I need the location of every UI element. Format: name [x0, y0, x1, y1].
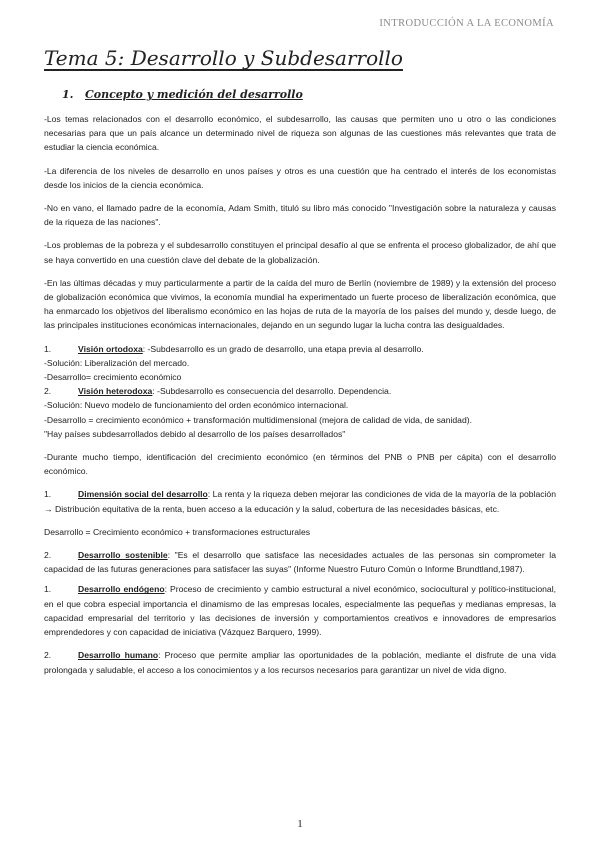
- dimension-social-text: : La renta y la riqueza deben mejorar las condiciones de vida de la mayoría de la población → Distribución equitativa de la renta, buen acceso a la educación y la salud, cobertura de las necesidades básicas, etc.: [44, 489, 556, 514]
- document-body: [44, 112, 556, 677]
- list-number: 2.: [44, 650, 52, 661]
- endogeno-text: : Proceso de crecimiento y cambio estructural a nivel económico, sociocultural y político-institucional, en el que cobra especial importancia el dinamismo de las empresas locales, especialmente las pequeñas y medianas empresas, la capacidad empresarial del territorio y las decisiones de inversión y comportamientos creativos e innovadores de empresarios emprendedores y con capacidad de iniciativa (Vázquez Barquero, 1999).: [44, 584, 557, 638]
- endogeno-item: [44, 582, 556, 639]
- running-header: INTRODUCCIÓN A LA ECONOMÍA: [379, 18, 554, 29]
- list-number: 1.: [44, 584, 52, 595]
- list-number: 2.: [44, 386, 52, 397]
- vision-ortodoxa-item: [44, 342, 556, 356]
- page-number: 1: [297, 818, 303, 830]
- list-line: -Desarrollo= crecimiento económico: [44, 372, 182, 383]
- list-line: -Desarrollo = crecimiento económico + transformación multidimensional (mejora de calidad de vida, de sanidad).: [44, 414, 472, 425]
- humano-text: : Proceso que permite ampliar las oportunidades de la población, mediante el disfrute de una vida prolongada y saludable, el acceso a los conocimientos y a los recursos necesarios para garantizar un nivel de vida digno.: [44, 650, 556, 675]
- term-desarrollo-endogeno: Desarrollo endógeno: [78, 584, 165, 595]
- vision-heterodoxa-item: [44, 384, 556, 398]
- sostenible-item: [44, 548, 556, 576]
- list-line: -Solución: Nuevo modelo de funcionamiento del orden económico internacional.: [44, 400, 349, 411]
- paragraph-pnb: -Durante mucho tiempo, identificación del crecimiento económico (en términos del PNB o PNB per cápita) con el desarrollo económico.: [44, 452, 556, 477]
- term-desarrollo-humano: Desarrollo humano: [78, 650, 159, 661]
- paragraph-adam-smith: -No en vano, el llamado padre de la economía, Adam Smith, tituló su libro más conocido "Investigación sobre la naturaleza y causas de la riqueza de las naciones".: [44, 203, 556, 228]
- quote-line: "Hay países subdesarrollados debido al desarrollo de los países desarrollados": [44, 428, 346, 439]
- section-number: 1.: [62, 88, 74, 101]
- paragraph-diferencia: -La diferencia de los niveles de desarrollo en unos países y otros es una cuestión que ha centrado el interés de los economistas desde los inicios de la ciencia económica.: [44, 165, 556, 190]
- dimension-social-item: [44, 487, 556, 515]
- list-number: 2.: [44, 550, 52, 561]
- vision-heterodoxa-text: : -Subdesarrollo es consecuencia del desarrollo. Dependencia.: [152, 386, 392, 397]
- section-heading: [62, 88, 303, 101]
- sostenible-text: : "Es el desarrollo que satisface las necesidades actuales de las personas sin comprometer la capacidad de las futuras generaciones para satisfacer las suyas" (Informe Nuestro Futuro Común o Informe Brundtland,1987).: [44, 550, 556, 575]
- list-number: 1.: [44, 343, 52, 354]
- term-desarrollo-sostenible: Desarrollo sostenible: [78, 550, 168, 561]
- paragraph-globalizacion: -En las últimas décadas y muy particularmente a partir de la caída del muro de Berlín (noviembre de 1989) y la extensión del proceso de globalización económica que vivimos, la economía mundial ha experimentado un fuerte proceso de liberalización económica, que ha enmarcado los objetivos del liberalismo económico en las hojas de ruta de la mayoría de los países del mundo y, desde luego, de las principales instituciones económicas internacionales, dejando en un segundo lugar la lucha contra las desigualdades.: [44, 277, 556, 331]
- section-title: Concepto y medición del desarrollo: [84, 88, 303, 101]
- page-title: Tema 5: Desarrollo y Subdesarrollo: [44, 46, 403, 70]
- term-vision-ortodoxa: Visión ortodoxa: [78, 343, 143, 354]
- paragraph-pobreza: -Los problemas de la pobreza y el subdesarrollo constituyen el principal desafío al que se enfrenta el proceso globalizador, de ahí que se haya convertido en una cuestión clave del debate de la globalización.: [44, 240, 556, 265]
- humano-item: [44, 648, 556, 676]
- vision-ortodoxa-text: : -Subdesarrollo es un grado de desarrollo, una etapa previa al desarrollo.: [142, 343, 424, 354]
- term-dimension-social: Dimensión social del desarrollo: [78, 489, 208, 500]
- term-vision-heterodoxa: Visión heterodoxa: [78, 386, 153, 397]
- formula-desarrollo: Desarrollo = Crecimiento económico + transformaciones estructurales: [44, 526, 311, 537]
- paragraph-intro: -Los temas relacionados con el desarrollo económico, el subdesarrollo, las causas que permiten uno u otro o las condiciones necesarias para que un país alcance un determinado nivel de riqueza son algunas de las cuestiones más relevantes que trata de estudiar la ciencia económica.: [44, 114, 556, 153]
- list-line: -Solución: Liberalización del mercado.: [44, 357, 190, 368]
- list-number: 1.: [44, 489, 52, 500]
